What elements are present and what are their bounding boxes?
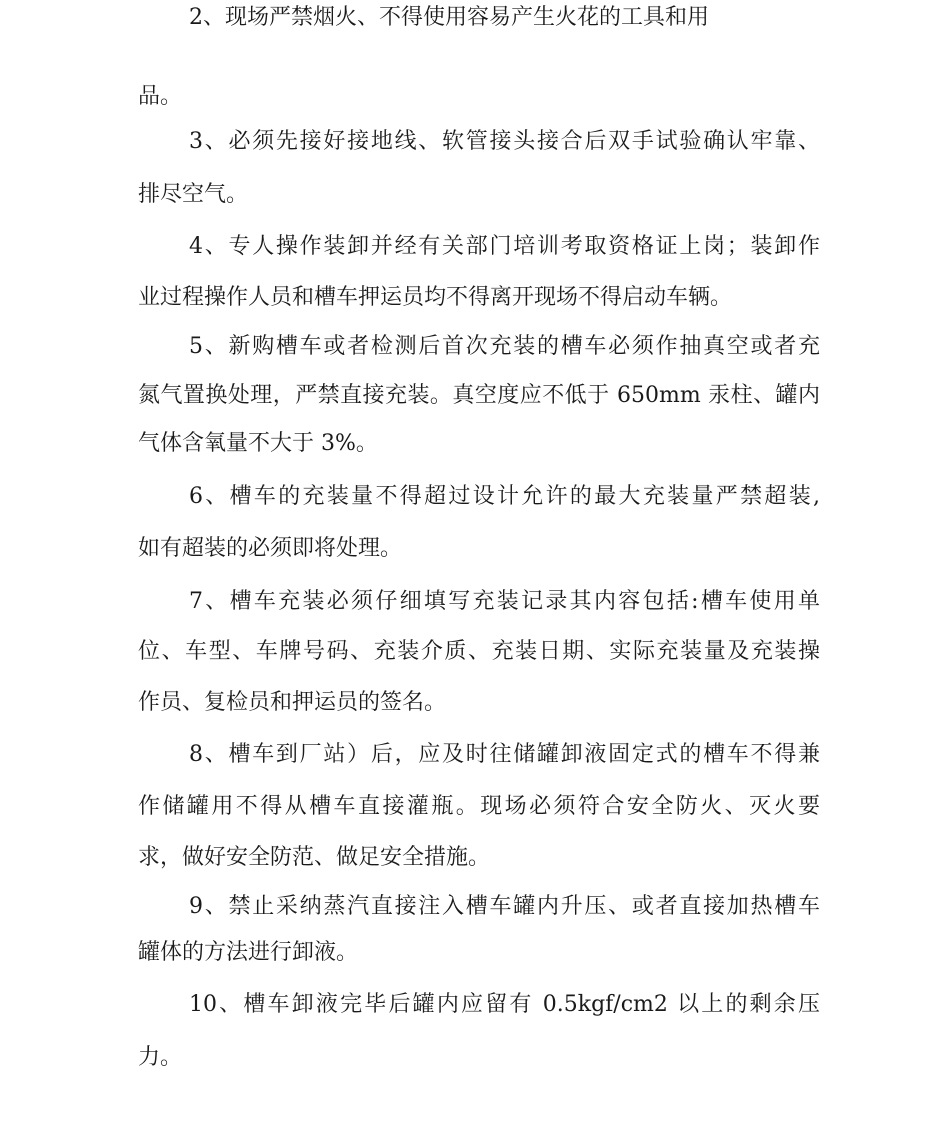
item-2-line-1: 2、现场严禁烟火、不得使用容易产生火花的工具和用 bbox=[189, 5, 709, 30]
item-4-line-2: 业过程操作人员和槽车押运员均不得离开现场不得启动车辆。 bbox=[138, 285, 733, 310]
item-6-line-2: 如有超装的必须即将处理。 bbox=[138, 536, 403, 561]
item-7-line-3: 作员、复检员和押运员的签名。 bbox=[138, 690, 447, 715]
item-9-line-2: 罐体的方法进行卸液。 bbox=[138, 940, 359, 965]
item-4-line-1: 4、专人操作装卸并经有关部门培训考取资格证上岗；装卸作 bbox=[189, 234, 820, 259]
item-8-line-2: 作储罐用不得从槽车直接灌瓶。现场必须符合安全防火、灭火要 bbox=[138, 794, 820, 819]
item-3-line-2: 排尽空气。 bbox=[138, 182, 249, 207]
item-10-line-2: 力。 bbox=[138, 1045, 183, 1070]
item-10-line-1: 10、槽车卸液完毕后罐内应留有 0.5kgf/cm2 以上的剩余压 bbox=[189, 992, 820, 1017]
item-8-line-3: 求，做好安全防范、做足安全措施。 bbox=[138, 845, 491, 870]
item-5-line-2: 氮气置换处理，严禁直接充装。真空度应不低于 650mm 汞柱、罐内 bbox=[138, 383, 820, 408]
item-2-line-2: 品。 bbox=[138, 84, 183, 109]
item-5-line-3: 气体含氧量不大于 3%。 bbox=[138, 431, 378, 456]
item-6-line-1: 6、槽车的充装量不得超过设计允许的最大充装量严禁超装, bbox=[189, 484, 820, 509]
item-5-line-1: 5、新购槽车或者检测后首次充装的槽车必须作抽真空或者充 bbox=[189, 334, 820, 359]
item-8-line-1: 8、槽车到厂站）后，应及时往储罐卸液固定式的槽车不得兼 bbox=[189, 742, 820, 767]
item-9-line-1: 9、禁止采纳蒸汽直接注入槽车罐内升压、或者直接加热槽车 bbox=[189, 894, 820, 919]
item-7-line-2: 位、车型、车牌号码、充装介质、充装日期、实际充装量及充装操 bbox=[138, 639, 820, 664]
item-3-line-1: 3、必须先接好接地线、软管接头接合后双手试验确认牢靠、 bbox=[189, 129, 820, 154]
item-7-line-1: 7、槽车充装必须仔细填写充装记录其内容包括:槽车使用单 bbox=[189, 589, 820, 614]
